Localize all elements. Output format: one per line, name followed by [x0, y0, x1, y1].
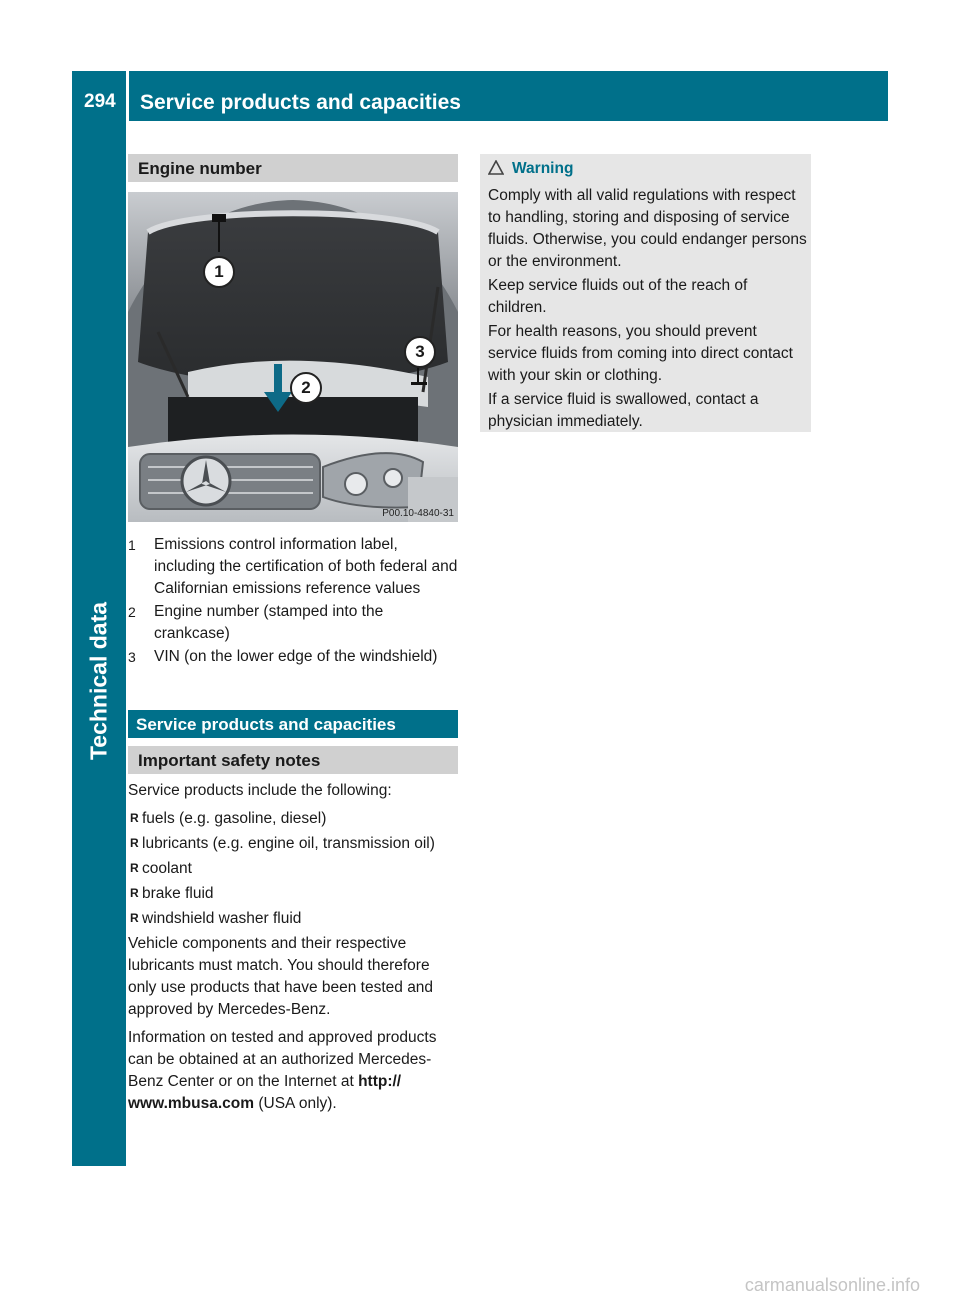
legend-text: Engine number (stamped into the crankcase) — [154, 603, 384, 642]
warning-title-text: Warning — [512, 160, 574, 177]
engine-bay-figure — [128, 192, 458, 522]
information-paragraph — [128, 1027, 458, 1115]
list-item: R coolant — [128, 856, 458, 881]
legend-item — [128, 646, 458, 668]
legend-text: Emissions control information label, including the certification of both federal and Californian emissions reference values — [154, 536, 458, 597]
figure-callout-1: 1 — [203, 256, 235, 288]
list-item: R windshield washer fluid — [128, 906, 458, 931]
footer-watermark: carmanualsonline.info — [744, 1275, 920, 1295]
warning-triangle-icon — [488, 160, 504, 180]
figure-code: P00.10-4840-31 — [382, 508, 454, 519]
figure-legend — [128, 534, 458, 668]
information-text: Information on tested and approved products can be obtained at an authorized Mercedes-Benz Center or on the Internet at — [128, 1029, 437, 1090]
legend-number: 1 — [128, 537, 136, 553]
legend-number: 2 — [128, 604, 136, 620]
figure-callout-3: 3 — [404, 336, 436, 368]
list-item: R brake fluid — [128, 881, 458, 906]
left-column — [128, 154, 458, 1115]
warning-paragraph: Comply with all valid regulations with respect to handling, storing and disposing of service fluids. Otherwise, you could endanger persons or the environment. — [488, 187, 807, 270]
service-intro: Service products include the following: — [128, 782, 392, 799]
legend-number: 3 — [128, 649, 136, 665]
list-item: R fuels (e.g. gasoline, diesel) — [128, 806, 458, 831]
warning-paragraph: For health reasons, you should prevent service fluids from coming into direct contact with your skin or clothing. — [488, 323, 793, 384]
mbusa-link[interactable]: http:// www.mbusa.com — [128, 1073, 402, 1112]
header-divider — [126, 71, 129, 121]
page-title: Service products and capacities — [140, 91, 461, 114]
lubricants-paragraph: Vehicle components and their respective lubricants must match. You should therefore only use products that have been tested and approved by Mercedes-Benz. — [128, 935, 434, 1018]
legend-item — [128, 534, 458, 600]
section-side-tab — [72, 121, 126, 1166]
legend-item — [128, 601, 458, 645]
warning-paragraph: If a service fluid is swallowed, contact a physician immediately. — [488, 391, 759, 430]
warning-box — [480, 154, 811, 432]
list-item: R lubricants (e.g. engine oil, transmission oil) — [128, 831, 458, 856]
figure-callout-2: 2 — [290, 372, 322, 404]
side-tab-label: Technical data — [85, 601, 112, 761]
warning-body — [488, 185, 808, 434]
safety-notes-heading: Important safety notes — [128, 746, 458, 774]
engine-number-heading: Engine number — [128, 154, 458, 182]
service-products-heading: Service products and capacities — [128, 710, 458, 738]
page-header — [72, 71, 888, 121]
service-products-list — [128, 806, 458, 931]
information-suffix: (USA only). — [254, 1095, 337, 1112]
warning-title — [488, 160, 573, 180]
legend-text: VIN (on the lower edge of the windshield) — [154, 648, 438, 665]
page-number: 294 — [84, 91, 116, 112]
warning-paragraph: Keep service fluids out of the reach of children. — [488, 277, 748, 316]
